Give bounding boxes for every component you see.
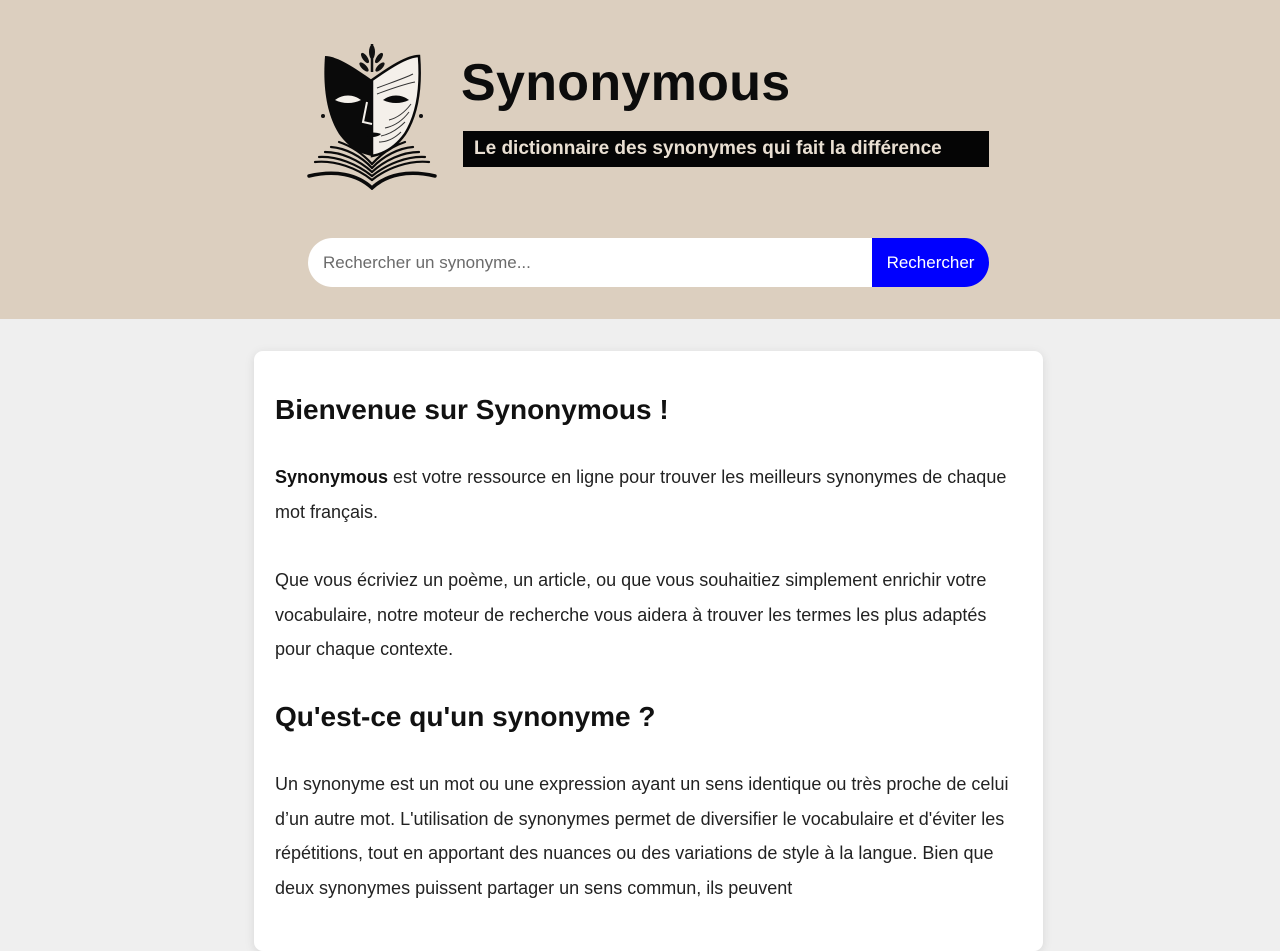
mask-book-logo-icon[interactable]	[305, 42, 439, 190]
search-form	[308, 238, 989, 287]
definition-paragraph: Un synonyme est un mot ou une expression ayant un sens identique ou très proche de celui d’un autre mot. L'utilisation de synonymes permet de diversifier le vocabulaire et d'éviter les répétitions, tout en apportant des nuances ou des variations de style à la langue. Bien que deux synonymes puissent partager un sens commun, ils peuvent	[275, 774, 1009, 898]
intro-paragraph	[275, 460, 1022, 529]
intro-brand-name: Synonymous	[275, 467, 389, 487]
site-header	[0, 0, 1280, 319]
intro-text: est votre ressource en ligne pour trouver les meilleurs synonymes de chaque mot français.	[275, 467, 1007, 522]
usage-paragraph: Que vous écriviez un poème, un article, ou que vous souhaitiez simplement enrichir votre vocabulaire, notre moteur de recherche vous aidera à trouver les termes les plus adaptés pour chaque contexte.	[275, 570, 987, 659]
definition-heading: Qu'est-ce qu'un synonyme ?	[275, 701, 656, 732]
search-button[interactable]: Rechercher	[872, 238, 989, 287]
content-card	[254, 351, 1043, 951]
site-title[interactable]: Synonymous	[461, 54, 791, 112]
search-input[interactable]	[308, 238, 872, 287]
site-tagline: Le dictionnaire des synonymes qui fait la différence	[463, 131, 989, 167]
welcome-heading: Bienvenue sur Synonymous !	[275, 394, 669, 425]
